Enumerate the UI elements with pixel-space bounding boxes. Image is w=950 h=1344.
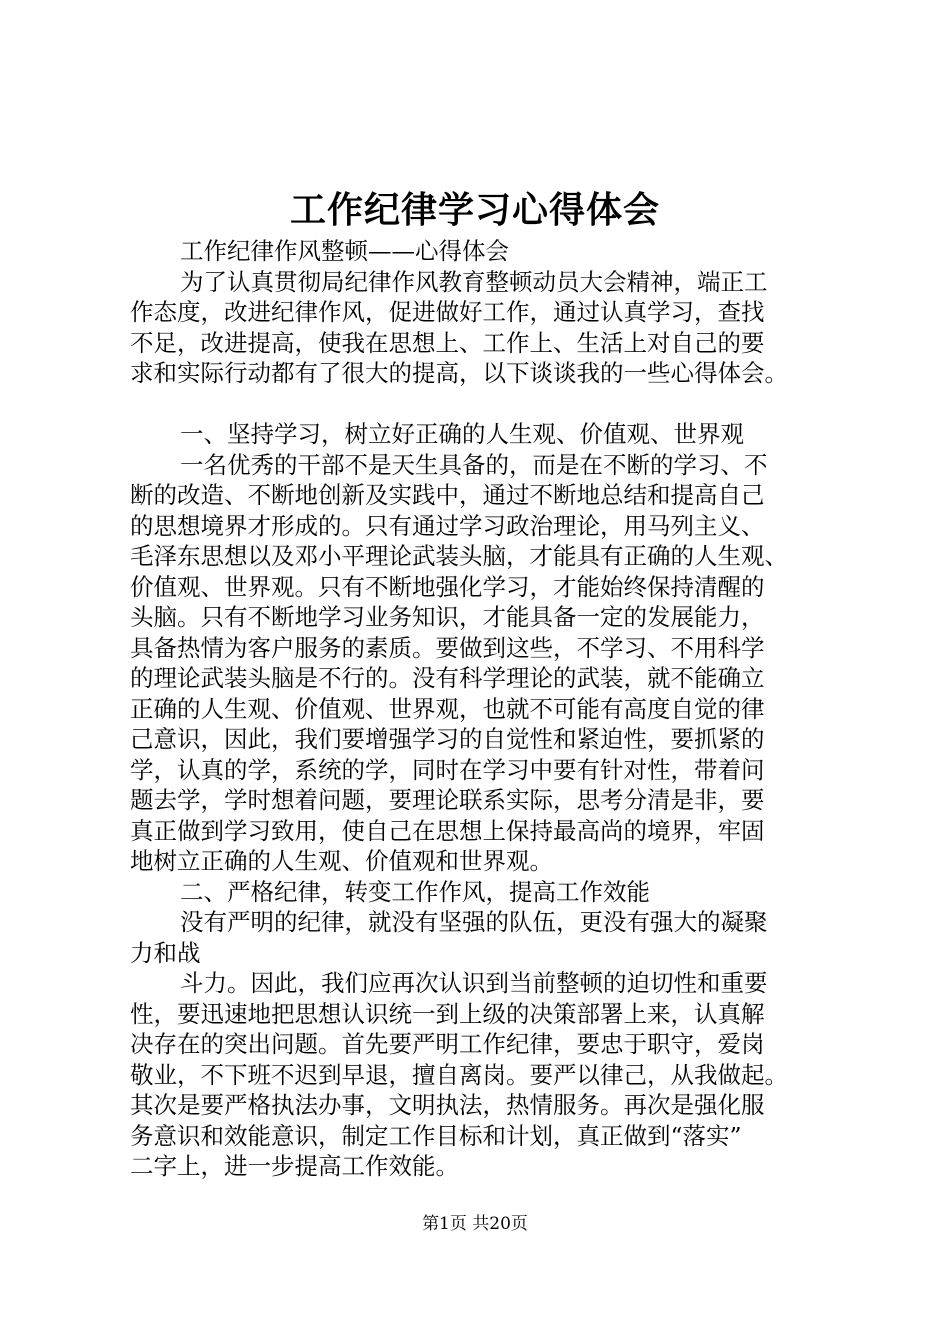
- paragraph-line: 题去学，学时想着问题，要理论联系实际，思考分清是非，要: [130, 786, 765, 814]
- paragraph-line: 的理论武装头脑是不行的。没有科学理论的武装，就不能确立: [130, 664, 765, 692]
- paragraph-line: 毛泽东思想以及邓小平理论武装头脑，才能具有正确的人生观、: [130, 542, 788, 570]
- section-heading: 二、严格纪律，转变工作作风，提高工作效能: [180, 877, 650, 906]
- paragraph-line: 正确的人生观、价值观、世界观，也就不可能有高度自觉的律: [130, 694, 765, 723]
- paragraph-line: 务意识和效能意识，制定工作目标和计划，真正做到“落实”: [130, 1121, 742, 1150]
- paragraph-line: 学，认真的学，系统的学，同时在学习中要有针对性，带着问: [130, 755, 765, 784]
- document-title: 工作纪律学习心得体会: [289, 189, 660, 231]
- paragraph-line: 具备热情为客户服务的素质。要做到这些，不学习、不用科学: [130, 633, 765, 662]
- paragraph-line: 没有严明的纪律，就没有坚强的队伍，更没有强大的凝聚: [180, 908, 768, 936]
- document-subtitle: 工作纪律作风整顿——心得体会: [180, 237, 509, 265]
- paragraph-line: 的思想境界才形成的。只有通过学习政治理论，用马列主义、: [130, 511, 765, 540]
- paragraph-line: 性，要迅速地把思想认识统一到上级的决策部署上来，认真解: [130, 999, 765, 1028]
- paragraph-line: 作态度，改进纪律作风，促进做好工作，通过认真学习，查找: [130, 298, 765, 326]
- blank-line: [130, 389, 830, 420]
- paragraph-line: 头脑。只有不断地学习业务知识，才能具备一定的发展能力，: [130, 603, 765, 631]
- paragraph-line: 真正做到学习致用，使自己在思想上保持最高尚的境界，牢固: [130, 816, 765, 845]
- page-number-footer: 第1页 共20页: [422, 1214, 528, 1234]
- paragraph-line: 为了认真贯彻局纪律作风教育整顿动员大会精神，端正工: [180, 267, 768, 296]
- paragraph-line: 价值观、世界观。只有不断地强化学习，才能始终保持清醒的: [130, 572, 765, 601]
- paragraph-line: 断的改造、不断地创新及实践中，通过不断地总结和提高自己: [130, 481, 765, 509]
- paragraph-line: 己意识，因此，我们要增强学习的自觉性和紧迫性，要抓紧的: [130, 725, 765, 753]
- paragraph-line: 决存在的突出问题。首先要严明工作纪律，要忠于职守，爱岗: [130, 1030, 765, 1058]
- paragraph-line: 其次是要严格执法办事，文明执法，热情服务。再次是强化服: [130, 1091, 765, 1119]
- paragraph-line: 地树立正确的人生观、价值观和世界观。: [130, 847, 553, 875]
- paragraph-line: 不足，改进提高，使我在思想上、工作上、生活上对自己的要: [130, 328, 765, 357]
- paragraph-line: 求和实际行动都有了很大的提高，以下谈谈我的一些心得体会。: [130, 359, 788, 387]
- document-body: [130, 236, 830, 1182]
- paragraph-line: 敬业，不下班不迟到早退，擅自离岗。要严以律己，从我做起。: [130, 1060, 788, 1089]
- section-heading: 一、坚持学习，树立好正确的人生观、价值观、世界观: [180, 420, 744, 448]
- paragraph-line: 力和战: [130, 938, 201, 967]
- paragraph-line: 二字上，进一步提高工作效能。: [130, 1152, 459, 1180]
- paragraph-line: 斗力。因此，我们应再次认识到当前整顿的迫切性和重要: [180, 969, 768, 997]
- paragraph-line: 一名优秀的干部不是天生具备的，而是在不断的学习、不: [180, 450, 768, 479]
